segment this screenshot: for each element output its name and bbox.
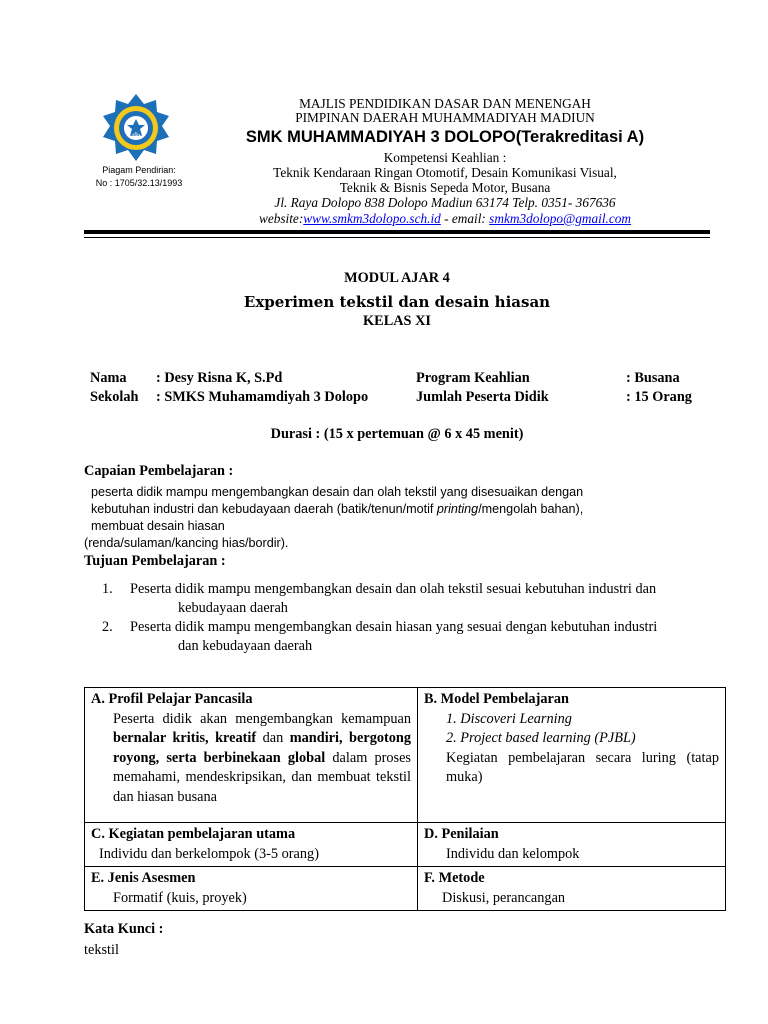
profil-bold-1: bernalar kritis, kreatif [113, 730, 257, 746]
kata-kunci-value: tekstil [84, 942, 119, 958]
capaian-line4: (renda/sulaman/kancing hias/bordir). [84, 536, 289, 550]
cell-metode [418, 867, 726, 911]
sekolah-label: Sekolah [90, 389, 139, 405]
capaian-heading: Capaian Pembelajaran : [84, 463, 234, 479]
tujuan-item [84, 580, 724, 618]
competency-title: Kompetensi Keahlian : [383, 150, 507, 165]
durasi: Durasi : (15 x pertemuan @ 6 x 45 menit) [270, 426, 524, 442]
cell-kegiatan [85, 823, 418, 867]
capaian-line2-b: /mengolah bahan), [478, 502, 584, 516]
header-rule-thick [84, 230, 710, 234]
tujuan-item-line1: Peserta didik mampu mengembangkan desain dan olah tekstil sesuai kebutuhan industri dan [130, 581, 657, 597]
website-label: website: [258, 211, 304, 226]
website-link[interactable]: www.smkm3dolopo.sch.id [303, 211, 441, 226]
email-label: - email: [440, 211, 490, 226]
logo-text: SMK [130, 132, 142, 138]
metode-heading: F. Metode [424, 870, 485, 886]
cell-model [418, 688, 726, 823]
cell-asesmen [85, 867, 418, 911]
info-table [84, 687, 726, 911]
model-item-1: 1. Discoveri Learning [446, 710, 572, 727]
profil-bold-2: mandiri, bergotong royong, serta berbinekaan global [113, 730, 411, 766]
nama-label: Nama [90, 370, 127, 386]
cell-penilaian [418, 823, 726, 867]
metode-text: Diskusi, perancangan [442, 889, 566, 906]
subject-title: Experimen tekstil dan desain hiasan [243, 293, 551, 311]
identity-block [90, 369, 692, 407]
capaian-line2-italic: printing [436, 502, 479, 516]
model-item-2: 2. Project based learning (PJBL) [446, 730, 636, 746]
tujuan-item-line1: Peserta didik mampu mengembangkan desain hiasan yang sesuai dengan kebutuhan industri [130, 619, 658, 635]
peserta-value: : 15 Orang [626, 389, 692, 405]
cell-profil [85, 688, 418, 823]
kelas-title: KELAS XI [363, 313, 431, 329]
piagam-block [84, 164, 194, 190]
capaian-line2 [84, 501, 710, 518]
header-rule-thin [84, 237, 710, 238]
address: Jl. Raya Dolopo 838 Dolopo Madiun 63174 Telp. 0351- 367636 [274, 195, 616, 210]
kegiatan-text: Individu dan berkelompok (3-5 orang) [99, 845, 319, 862]
profil-text-3: dalam proses memahami, mendeskripsikan, dan membuat tekstil dan hiasan busana [113, 749, 411, 805]
model-text: Kegiatan pembelajaran secara luring (tatap muka) [446, 749, 719, 785]
tujuan-item [84, 618, 724, 656]
tujuan-list [84, 580, 724, 656]
capaian-text [84, 484, 710, 552]
peserta-label: Jumlah Peserta Didik [416, 389, 549, 405]
school-name: SMK MUHAMMADIYAH 3 DOLOPO(Terakreditasi A) [245, 128, 645, 146]
email-link[interactable]: smkm3dolopo@gmail.com [489, 211, 632, 226]
profil-heading: A. Profil Pelajar Pancasila [91, 691, 253, 707]
modul-title: MODUL AJAR 4 [344, 270, 450, 286]
asesmen-heading: E. Jenis Asesmen [91, 870, 196, 886]
profil-text [91, 710, 411, 808]
kata-kunci-heading: Kata Kunci : [84, 921, 164, 937]
capaian-line3: membuat desain hiasan [91, 519, 225, 533]
capaian-line1: peserta didik mampu mengembangkan desain dan olah tekstil yang disesuaikan dengan [91, 485, 584, 499]
school-logo [96, 92, 176, 164]
tujuan-item-line2: kebudayaan daerah [178, 600, 288, 616]
asesmen-text: Formatif (kuis, proyek) [113, 889, 247, 906]
tujuan-item-line2: dan kebudayaan daerah [178, 638, 313, 654]
nama-value: : Desy Risna K, S.Pd [156, 370, 283, 386]
piagam-number: No : 1705/32.13/1993 [95, 178, 183, 188]
capaian-line2-a: kebutuhan industri dan kebudayaan daerah (batik/tenun/motif [91, 502, 437, 516]
org-line2: PIMPINAN DAERAH MUHAMMADIYAH MADIUN [295, 110, 595, 125]
profil-text-2: dan [256, 730, 290, 746]
program-label: Program Keahlian [416, 370, 530, 386]
competency-line2: Teknik & Bisnis Sepeda Motor, Busana [339, 180, 551, 195]
piagam-label: Piagam Pendirian: [102, 165, 176, 175]
penilaian-text: Individu dan kelompok [446, 845, 580, 862]
competency-line1: Teknik Kendaraan Ringan Otomotif, Desain Komunikasi Visual, [273, 165, 617, 180]
sekolah-value: : SMKS Muhamamdiyah 3 Dolopo [156, 389, 369, 405]
tujuan-heading: Tujuan Pembelajaran : [84, 553, 226, 569]
contact-line [200, 211, 690, 226]
profil-text-1: Peserta didik akan mengembangkan kemampuan [113, 710, 411, 727]
tujuan-item-num: 2. [102, 619, 113, 635]
model-heading: B. Model Pembelajaran [424, 691, 569, 707]
kegiatan-heading: C. Kegiatan pembelajaran utama [91, 826, 296, 842]
penilaian-heading: D. Penilaian [424, 826, 499, 842]
org-line1: MAJLIS PENDIDIKAN DASAR DAN MENENGAH [299, 96, 591, 111]
tujuan-item-num: 1. [102, 581, 113, 597]
program-value: : Busana [626, 370, 680, 386]
